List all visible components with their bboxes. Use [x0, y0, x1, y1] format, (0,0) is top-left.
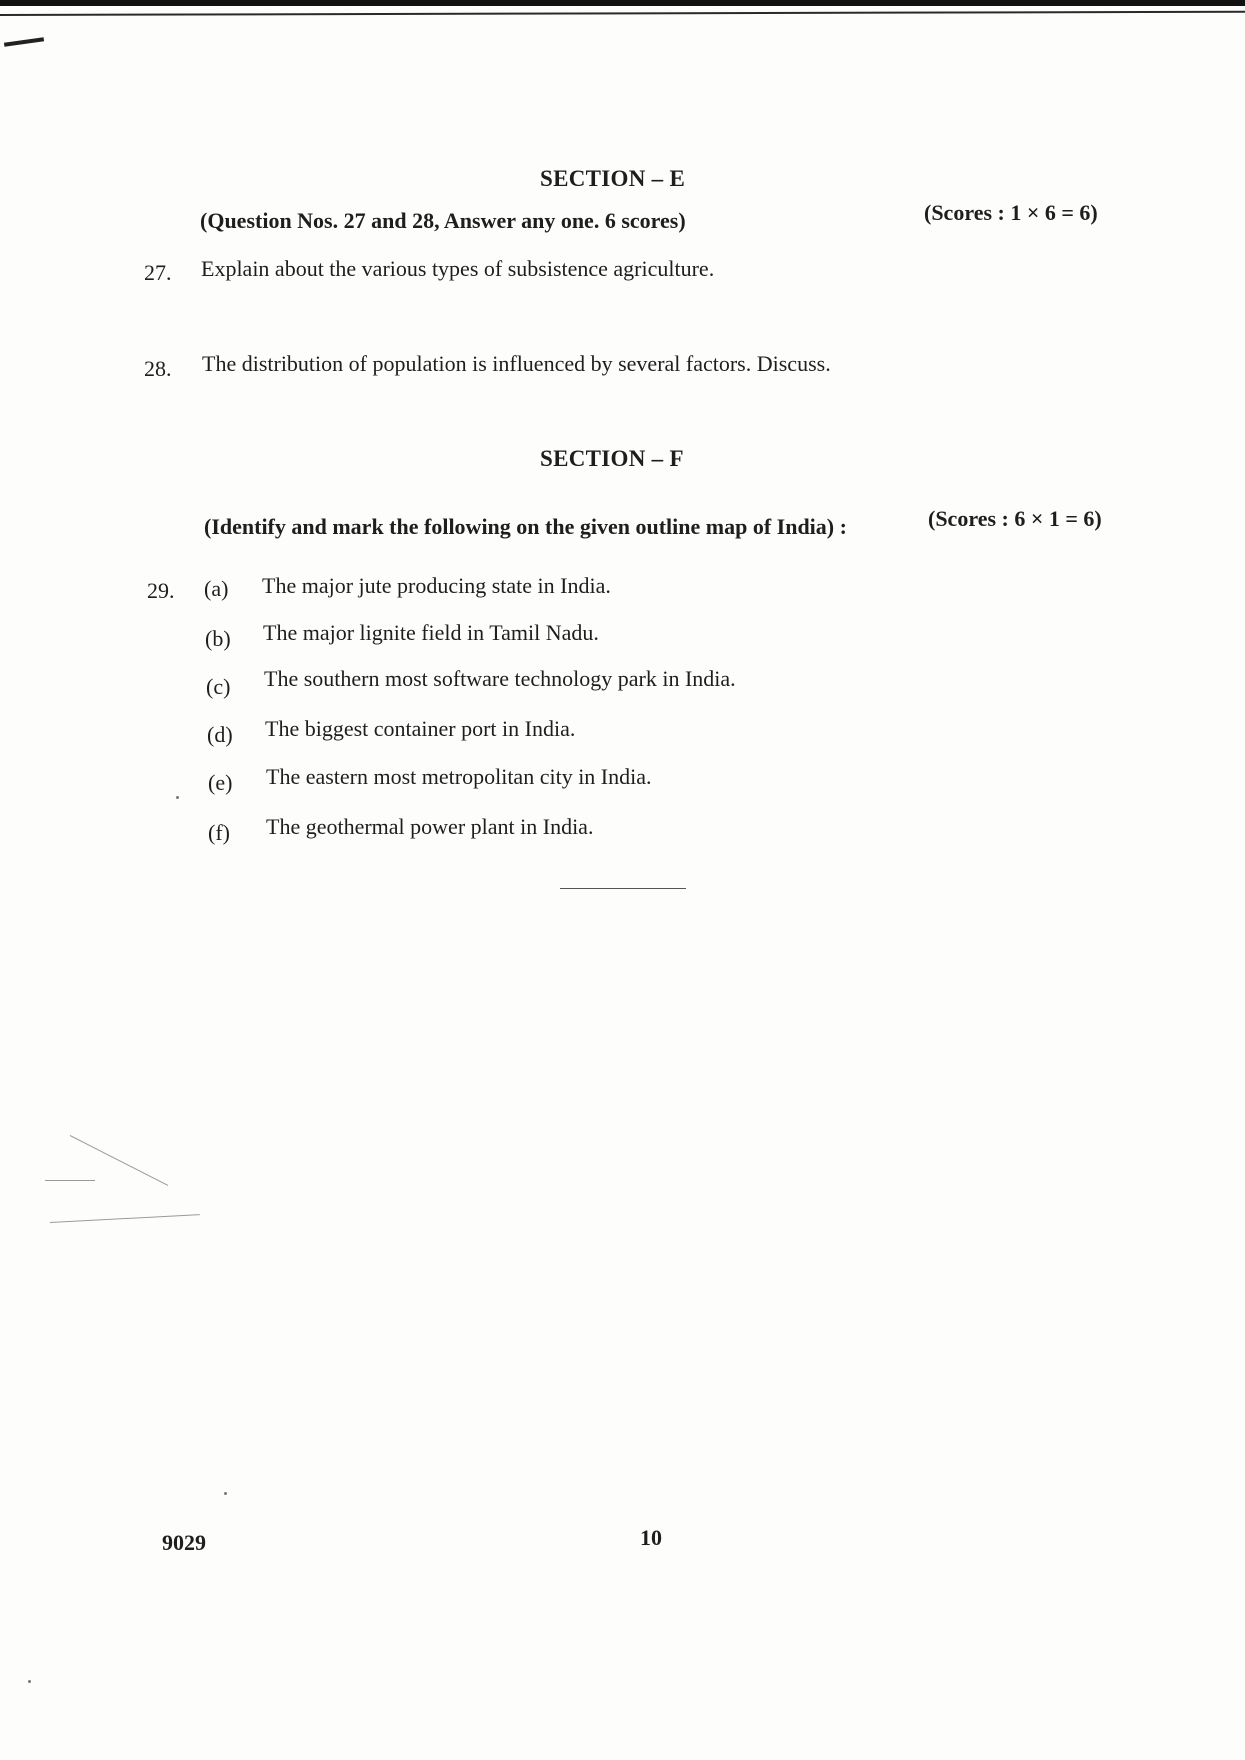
item-f-label: (f)	[208, 820, 230, 845]
scan-speck-3	[176, 796, 179, 799]
scan-left-mark	[4, 37, 44, 47]
section-e-scores: (Scores : 1 × 6 = 6)	[924, 200, 1098, 225]
item-a-label: (a)	[204, 576, 229, 601]
item-d-text: The biggest container port in India.	[265, 716, 576, 741]
question-27-text: Explain about the various types of subsistence agriculture.	[201, 256, 715, 281]
item-c-text: The southern most software technology park in India.	[264, 666, 736, 691]
question-28-text: The distribution of population is influenced by several factors. Discuss.	[202, 351, 831, 376]
scan-speck-1	[224, 1492, 227, 1495]
paper-code: 9029	[162, 1530, 206, 1555]
scan-top-line	[0, 11, 1245, 16]
scan-stroke-3	[50, 1214, 200, 1223]
section-f-title: SECTION – F	[540, 446, 684, 471]
question-27-number: 27.	[144, 260, 172, 285]
scan-stroke-1	[70, 1135, 168, 1186]
question-29-number: 29.	[147, 578, 175, 603]
section-e-instruction: (Question Nos. 27 and 28, Answer any one. 6 scores)	[200, 208, 686, 233]
item-e-text: The eastern most metropolitan city in India.	[266, 764, 652, 789]
item-f-text: The geothermal power plant in India.	[266, 814, 594, 839]
question-28-number: 28.	[144, 356, 172, 381]
item-b-label: (b)	[205, 626, 231, 651]
item-d-label: (d)	[207, 722, 233, 747]
scan-top-edge	[0, 0, 1245, 6]
item-e-label: (e)	[208, 770, 233, 795]
page-number: 10	[640, 1525, 662, 1550]
section-f-instruction: (Identify and mark the following on the given outline map of India) :	[204, 514, 847, 539]
item-b-text: The major lignite field in Tamil Nadu.	[263, 620, 599, 645]
item-a-text: The major jute producing state in India.	[262, 573, 611, 598]
item-c-label: (c)	[206, 674, 231, 699]
scan-speck-2	[28, 1680, 31, 1683]
section-f-scores: (Scores : 6 × 1 = 6)	[928, 506, 1102, 531]
end-of-questions-rule	[560, 888, 686, 889]
scan-stroke-2	[45, 1180, 95, 1181]
section-e-title: SECTION – E	[540, 166, 686, 191]
